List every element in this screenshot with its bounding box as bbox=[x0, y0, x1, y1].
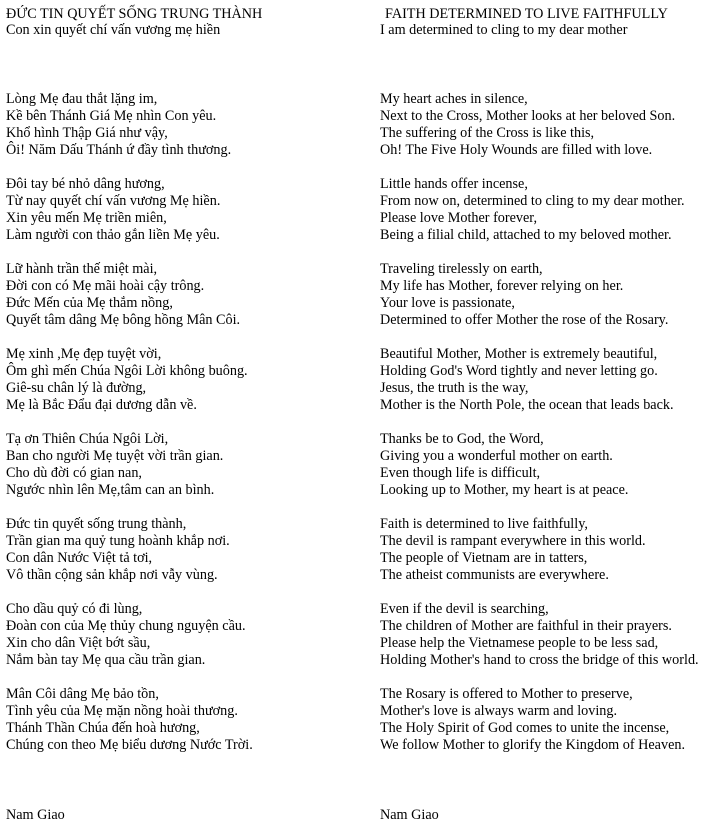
poem-line: Khổ hình Thập Giá như vậy, bbox=[6, 125, 168, 141]
stanza bbox=[380, 91, 699, 159]
poem-line: Vô thần cộng sản khắp nơi vẫy vùng. bbox=[6, 567, 218, 583]
poem-line: Quyết tâm dâng Mẹ bông hồng Mân Côi. bbox=[6, 312, 241, 328]
poem-line: Lữ hành trần thế miệt mài, bbox=[6, 261, 158, 277]
poem-line: Being a filial child, attached to my beloved mother. bbox=[380, 227, 672, 243]
poem-line: Please help the Vietnamese people to be less sad, bbox=[380, 635, 659, 651]
stanza bbox=[6, 431, 262, 499]
poem-line: Ôi! Năm Dấu Thánh ứ đầy tình thương. bbox=[6, 142, 232, 158]
poem-line: The Rosary is offered to Mother to preserve, bbox=[380, 686, 633, 702]
poem-line: Next to the Cross, Mother looks at her beloved Son. bbox=[380, 108, 676, 124]
poem-line: Mân Côi dâng Mẹ bảo tồn, bbox=[6, 686, 159, 702]
poem-line: Xin yêu mến Mẹ triền miên, bbox=[6, 210, 167, 226]
poem-line: Đức Mến của Mẹ thắm nồng, bbox=[6, 295, 173, 311]
poem-line: Little hands offer incense, bbox=[380, 176, 528, 192]
poem-title-english: FAITH DETERMINED TO LIVE FAITHFULLY bbox=[385, 6, 668, 22]
poem-line: Trần gian ma quỷ tung hoành khắp nơi. bbox=[6, 533, 230, 549]
stanza bbox=[380, 601, 699, 669]
poem-line: Determined to offer Mother the rose of the Rosary. bbox=[380, 312, 669, 328]
stanza bbox=[380, 346, 699, 414]
poem-line: Thanks be to God, the Word, bbox=[380, 431, 544, 447]
stanza bbox=[6, 261, 262, 329]
stanza-list-english bbox=[380, 91, 699, 754]
poem-line: Traveling tirelessly on earth, bbox=[380, 261, 543, 277]
stanza bbox=[380, 516, 699, 584]
poem-line: The people of Vietnam are in tatters, bbox=[380, 550, 588, 566]
poem-line: Kề bên Thánh Giá Mẹ nhìn Con yêu. bbox=[6, 108, 217, 124]
poem-line: Thánh Thần Chúa đến hoà hương, bbox=[6, 720, 200, 736]
poem-line: Holding God's Word tightly and never letting go. bbox=[380, 363, 658, 379]
poem-line: Từ nay quyết chí vấn vương Mẹ hiền. bbox=[6, 193, 221, 209]
poem-line: Làm người con thảo gắn liền Mẹ yêu. bbox=[6, 227, 220, 243]
poem-line: The Holy Spirit of God comes to unite the incense, bbox=[380, 720, 670, 736]
poem-line: The devil is rampant everywhere in this world. bbox=[380, 533, 646, 549]
stanza bbox=[380, 176, 699, 244]
author-english: Nam Giao bbox=[380, 807, 439, 823]
poem-subtitle-english: I am determined to cling to my dear mother bbox=[380, 22, 628, 38]
poem-line: Ban cho người Mẹ tuyệt vời trần gian. bbox=[6, 448, 224, 464]
stanza bbox=[6, 176, 262, 244]
poem-line: Tạ ơn Thiên Chúa Ngôi Lời, bbox=[6, 431, 169, 447]
poem-line: Oh! The Five Holy Wounds are filled with love. bbox=[380, 142, 653, 158]
poem-line: Jesus, the truth is the way, bbox=[380, 380, 529, 396]
poem-line: Mẹ xinh ,Mẹ đẹp tuyệt vời, bbox=[6, 346, 162, 362]
poem-line: My heart aches in silence, bbox=[380, 91, 528, 107]
poem-line: Xin cho dân Việt bớt sầu, bbox=[6, 635, 151, 651]
poem-line: Đoàn con của Mẹ thủy chung nguyện cầu. bbox=[6, 618, 246, 634]
poem-line: Mother's love is always warm and loving. bbox=[380, 703, 618, 719]
poem-line: Tình yêu của Mẹ mặn nồng hoài thương. bbox=[6, 703, 238, 719]
poem-line: Faith is determined to live faithfully, bbox=[380, 516, 588, 532]
stanza bbox=[380, 686, 699, 754]
poem-line: Giving you a wonderful mother on earth. bbox=[380, 448, 613, 464]
poem-line: From now on, determined to cling to my dear mother. bbox=[380, 193, 685, 209]
poem-line: Mother is the North Pole, the ocean that leads back. bbox=[380, 397, 674, 413]
poem-line: The atheist communists are everywhere. bbox=[380, 567, 609, 583]
poem-subtitle-vietnamese: Con xin quyết chí vấn vương mẹ hiền bbox=[6, 22, 221, 38]
poem-line: Your love is passionate, bbox=[380, 295, 515, 311]
poem-line: The children of Mother are faithful in their prayers. bbox=[380, 618, 672, 634]
stanza bbox=[6, 91, 262, 159]
poem-line: Looking up to Mother, my heart is at peace. bbox=[380, 482, 629, 498]
stanza bbox=[6, 686, 262, 754]
poem-line: Beautiful Mother, Mother is extremely beautiful, bbox=[380, 346, 658, 362]
poem-line: Mẹ là Bắc Đẩu đại dương dẫn về. bbox=[6, 397, 197, 413]
poem-line: Even if the devil is searching, bbox=[380, 601, 549, 617]
poem-line: Chúng con theo Mẹ biểu dương Nước Trời. bbox=[6, 737, 253, 753]
poem-line: Even though life is difficult, bbox=[380, 465, 541, 481]
author-vietnamese: Nam Giao bbox=[6, 807, 65, 823]
poem-line: Cho dù đời có gian nan, bbox=[6, 465, 142, 481]
poem-line: Nắm bàn tay Mẹ qua cầu trần gian. bbox=[6, 652, 206, 668]
poem-line: Đời con có Mẹ mãi hoài cậy trông. bbox=[6, 278, 205, 294]
stanza bbox=[6, 346, 262, 414]
poem-line: The suffering of the Cross is like this, bbox=[380, 125, 595, 141]
english-poem-column bbox=[380, 6, 699, 771]
poem-line: Holding Mother's hand to cross the bridge of this world. bbox=[380, 652, 699, 668]
stanza bbox=[380, 261, 699, 329]
poem-line: Đôi tay bé nhỏ dâng hương, bbox=[6, 176, 165, 192]
vietnamese-poem-column bbox=[6, 6, 262, 771]
stanza bbox=[6, 601, 262, 669]
poem-line: Please love Mother forever, bbox=[380, 210, 538, 226]
poem-line: Lòng Mẹ đau thắt lặng im, bbox=[6, 91, 158, 107]
stanza-list-vietnamese bbox=[6, 91, 262, 754]
stanza bbox=[6, 516, 262, 584]
poem-title-vietnamese: ĐỨC TIN QUYẾT SỐNG TRUNG THÀNH bbox=[6, 6, 263, 22]
poem-line: Đức tin quyết sống trung thành, bbox=[6, 516, 187, 532]
poem-line: Giê-su chân lý là đường, bbox=[6, 380, 147, 396]
stanza bbox=[380, 431, 699, 499]
poem-line: Ngước nhìn lên Mẹ,tâm can an bình. bbox=[6, 482, 215, 498]
poem-line: My life has Mother, forever relying on her. bbox=[380, 278, 624, 294]
poem-line: Cho dầu quỷ có đi lùng, bbox=[6, 601, 143, 617]
poem-line: Con dân Nước Việt tả tơi, bbox=[6, 550, 153, 566]
poem-line: We follow Mother to glorify the Kingdom of Heaven. bbox=[380, 737, 686, 753]
poem-line: Ôm ghì mến Chúa Ngôi Lời không buông. bbox=[6, 363, 248, 379]
